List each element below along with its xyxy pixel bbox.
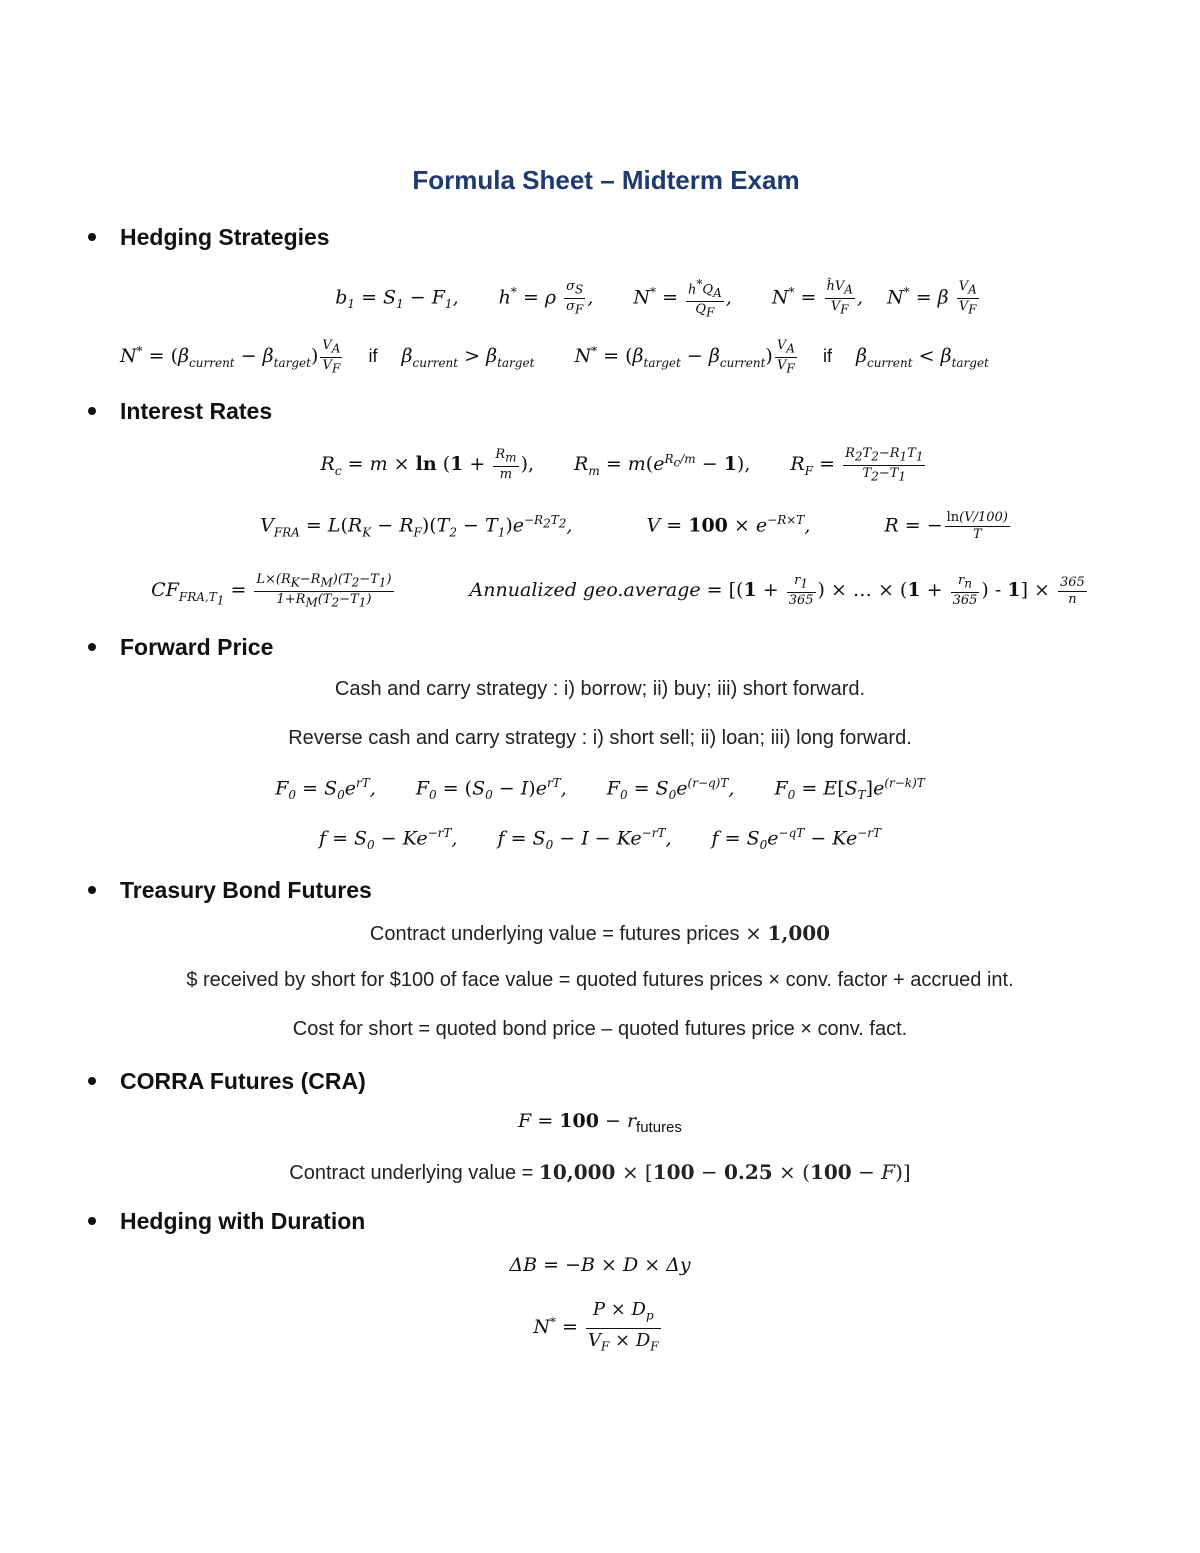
section-treasury-bond-futures: Treasury Bond Futures — [88, 877, 372, 904]
corra-contract-value: Contract underlying value = 10,000 × [100 − 0.25 × (100 − F)] — [289, 1160, 911, 1184]
duration-change-formula: ΔB = −B × D × Δy — [509, 1254, 691, 1276]
interest-formulas-row-2: $V_{FRA} = L(R_K - R_F)(T_2 - T_1)e^{-R_2T_2}$, $V = 100 \times e^{-R\times T}$, R = − $\frac{\ln(V/100)}{T}$ — [260, 510, 1008, 542]
bullet-icon — [88, 886, 96, 894]
forward-price-formulas: $F_0 = S_0e^{rT}$, $F_0 = (S_0 - I)e^{rT}$, $F_0 = S_0e^{(r-q)T}$, $F_0 = E[S_T]e^{(r-k)T}$ — [275, 776, 925, 803]
treasury-cost-for-short: Cost for short = quoted bond price – quoted futures price × conv. fact. — [292, 1018, 908, 1040]
bullet-icon — [88, 1217, 96, 1225]
bullet-icon — [88, 643, 96, 651]
interest-formulas-row-3: $CF_{FRA,T_1}$ = $\frac{L\times(R_K-R_M)(T_2-T_1)}{1+R_M(T_2-T_1)}$ Annualized geo.average = [(1 + $\frac{r_1}{365}$ ) × … × (1 + $\frac{r_n}{365}$ ) - 1] × $\frac{365}{n}$ — [151, 572, 1085, 610]
reverse-cash-and-carry-text: Reverse cash and carry strategy : i) short sell; ii) loan; iii) long forward. — [288, 727, 912, 749]
bullet-icon — [88, 407, 96, 415]
hedging-formulas-row-1: $b_1 = S_1 - F_1$, h* = ρ $\frac{\sigma_S}{\sigma_F}$ , N* = $\frac{h^*Q_A}{Q_F}$ , N* = $\frac{ĥV_A}{V_F}$ , N* = β $\frac{V_A}{V_F}$ — [335, 277, 977, 320]
section-corra-futures: CORRA Futures (CRA) — [88, 1068, 366, 1095]
page-title: Formula Sheet – Midterm Exam — [412, 165, 800, 195]
treasury-received-by-short: $ received by short for $100 of face value = quoted futures prices × conv. factor + accrued int. — [186, 969, 1014, 991]
hedging-formulas-row-2: $N^* = (\beta_{current} - \beta_{target})$ $\frac{V_A}{V_F}$ if $\beta_{current} > \beta_{target}$ $N^* = (\beta_{target} - \beta_{current})$ $\frac{V_A}{V_F}$ if $\beta_{current} < \beta_{target}$ — [120, 338, 989, 376]
interest-formulas-row-1: $R_c = m \times \ln (1$ + $\frac{R_m}{m}$ ), $R_m = m(e^{R_c/m} - 1)$, $R_F$ = $\frac{R_2T_2-R_1T_1}{T_2-T_1}$ — [320, 446, 924, 484]
section-hedging-strategies: Hedging Strategies — [88, 224, 330, 251]
section-hedging-with-duration: Hedging with Duration — [88, 1208, 365, 1235]
bullet-icon — [88, 233, 96, 241]
section-interest-rates: Interest Rates — [88, 398, 272, 425]
section-forward-price: Forward Price — [88, 634, 273, 661]
corra-price-formula: $F = 100 - r_{futures}$ — [518, 1110, 682, 1136]
cash-and-carry-text: Cash and carry strategy : i) borrow; ii) buy; iii) short forward. — [334, 678, 866, 700]
duration-hedge-ratio-formula: N* = $\frac{P \times D_p}{V_F \times D_F}$ — [533, 1299, 659, 1354]
forward-value-formulas: $f = S_0 - Ke^{-rT}$, $f = S_0 - I - Ke^{-rT}$, $f = S_0e^{-qT} - Ke^{-rT}$ — [318, 826, 881, 853]
treasury-contract-value: Contract underlying value = futures prices × 1,000 — [369, 921, 831, 945]
bullet-icon — [88, 1077, 96, 1085]
